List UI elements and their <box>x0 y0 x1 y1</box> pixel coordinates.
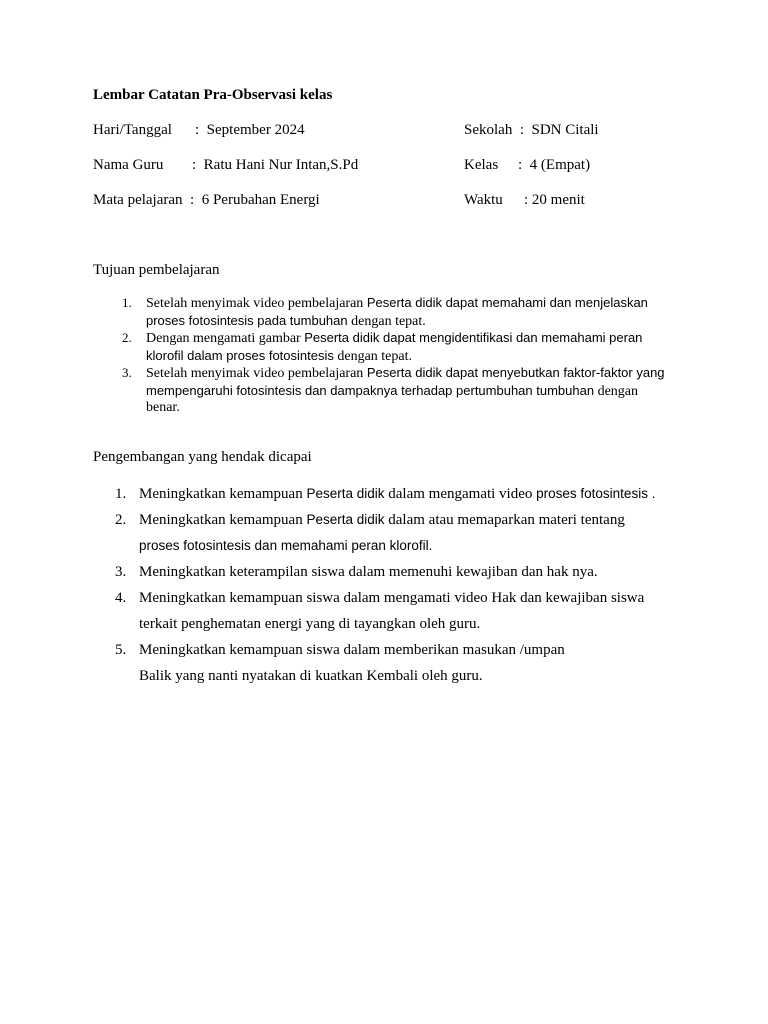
info-kelas <box>464 157 590 174</box>
item-text: Peserta didik <box>306 486 385 501</box>
info-value: 20 menit <box>531 192 585 208</box>
info-label: Mata pelajaran <box>93 192 183 208</box>
item-text-continued: Balik yang nanti nyatakan di kuatkan Kembali oleh guru. <box>139 668 483 684</box>
list-number: 1. <box>115 486 127 502</box>
info-value: September 2024 <box>206 122 305 138</box>
item-text: Setelah menyimak video pembelajaran <box>146 366 367 381</box>
list-number: 5. <box>115 642 127 658</box>
list-item <box>110 295 670 330</box>
item-text: Meningkatkan kemampuan <box>139 486 307 502</box>
list-item <box>93 559 693 585</box>
item-text: Peserta didik <box>306 512 385 527</box>
document-title: Lembar Catatan Pra-Observasi kelas <box>93 87 333 103</box>
info-sep: : <box>524 192 529 208</box>
list-item <box>93 637 693 689</box>
list-number: 1. <box>122 295 132 310</box>
info-mata-pelajaran <box>93 192 320 209</box>
list-item <box>110 365 670 417</box>
list-number: 4. <box>115 590 127 606</box>
info-value: SDN Citali <box>531 122 599 138</box>
tujuan-heading: Tujuan pembelajaran <box>93 262 220 278</box>
list-item <box>110 330 670 365</box>
item-text: Meningkatkan kemampuan siswa dalam memberikan masukan /umpan <box>139 642 565 658</box>
item-text: Peserta didik dapat menyebutkan faktor-faktor yang mempengaruhi fotosintesis dan dampaknya terhadap pertumbuhan tumbuhan <box>146 365 665 398</box>
info-label: Waktu <box>464 192 503 208</box>
info-nama-guru <box>93 157 358 174</box>
pengembangan-heading: Pengembangan yang hendak dicapai <box>93 449 312 465</box>
info-sep: : <box>190 192 195 208</box>
item-text: dalam atau memaparkan materi tentang <box>384 512 625 528</box>
list-item <box>93 585 693 637</box>
item-text-continued: proses fotosintesis dan memahami peran klorofil. <box>139 538 433 553</box>
item-text: Meningkatkan keterampilan siswa dalam memenuhi kewajiban dan hak nya. <box>139 564 598 580</box>
item-text: Meningkatkan kemampuan <box>139 512 307 528</box>
info-value: 4 (Empat) <box>529 157 591 173</box>
item-text: dengan benar. <box>146 383 639 415</box>
item-text: Setelah menyimak video pembelajaran <box>146 296 367 311</box>
info-value: Ratu Hani Nur Intan,S.Pd <box>203 157 359 173</box>
info-value: 6 Perubahan Energi <box>201 192 320 208</box>
list-item <box>93 507 693 559</box>
list-number: 2. <box>122 330 132 345</box>
item-text: Meningkatkan kemampuan siswa dalam mengamati video Hak dan kewajiban siswa <box>139 590 645 606</box>
item-text: dengan tepat. <box>347 313 426 329</box>
info-label: Sekolah <box>464 122 513 138</box>
list-number: 2. <box>115 512 127 528</box>
info-sep: : <box>518 157 523 173</box>
item-text: dengan tepat. <box>333 348 412 364</box>
list-number: 3. <box>115 564 127 580</box>
info-hari-tanggal <box>93 122 305 139</box>
info-label: Kelas <box>464 157 499 173</box>
item-text: proses fotosintesis . <box>536 486 656 501</box>
info-sep: : <box>519 122 524 138</box>
tujuan-list <box>110 295 670 417</box>
info-sekolah <box>464 122 599 139</box>
list-item <box>93 481 693 507</box>
info-waktu <box>464 192 585 209</box>
pengembangan-list <box>93 481 693 689</box>
info-label: Hari/Tanggal <box>93 122 172 138</box>
info-label: Nama Guru <box>93 157 164 173</box>
info-sep: : <box>195 122 200 138</box>
item-text: Peserta didik dapat mengidentifikasi dan memahami peran klorofil dalam proses fotosintesis <box>146 330 643 363</box>
item-text: Peserta didik dapat memahami dan menjelaskan proses fotosintesis pada tumbuhan <box>146 295 648 328</box>
item-text-continued: terkait penghematan energi yang di tayangkan oleh guru. <box>139 616 481 632</box>
item-text: Dengan mengamati gambar <box>146 331 305 346</box>
info-sep: : <box>192 157 197 173</box>
item-text: dalam mengamati video <box>384 486 537 502</box>
list-number: 3. <box>122 365 132 380</box>
